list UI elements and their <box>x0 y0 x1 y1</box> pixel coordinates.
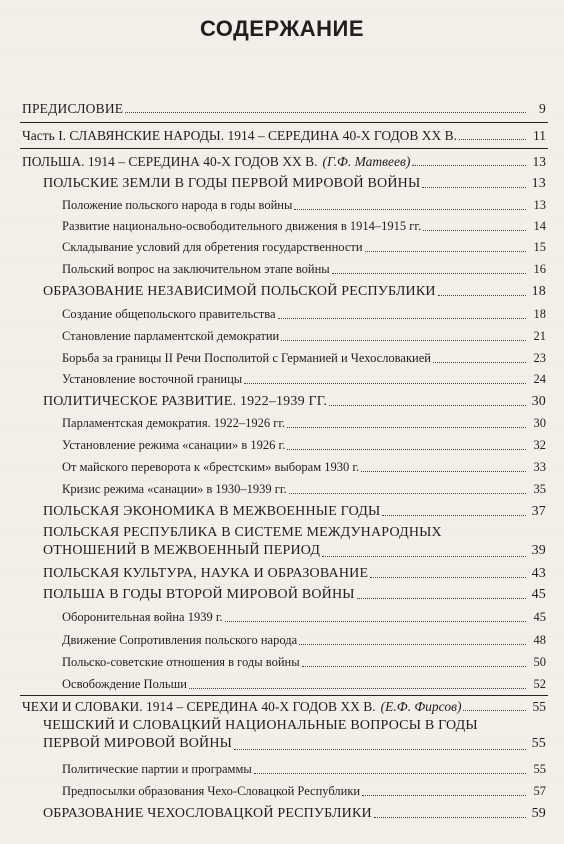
toc-entry-text: ПОЛЬСКАЯ ЭКОНОМИКА В МЕЖВОЕННЫЕ ГОДЫ <box>43 504 381 519</box>
toc-entry-text: ПОЛЬША В ГОДЫ ВТОРОЙ МИРОВОЙ ВОЙНЫ <box>43 587 355 602</box>
toc-entry-subsection[interactable] <box>62 198 546 213</box>
toc-page-number: 55 <box>532 699 546 714</box>
toc-page-number: 24 <box>533 372 546 386</box>
toc-page-number: 48 <box>533 633 546 647</box>
toc-entry-subsection[interactable] <box>62 372 546 387</box>
toc-entry-text: ПОЛЬСКАЯ КУЛЬТУРА, НАУКА И ОБРАЗОВАНИЕ <box>43 566 369 581</box>
toc-entry-chapter[interactable] <box>22 154 546 169</box>
leader-dots <box>225 621 526 622</box>
page-title: СОДЕРЖАНИЕ <box>199 16 365 41</box>
toc-page-number: 33 <box>533 460 546 474</box>
toc-entry-text: Польский вопрос на заключительном этапе войны <box>62 262 330 276</box>
toc-entry-subsection[interactable] <box>62 416 546 431</box>
toc-entry-text: Положение польского народа в годы войны <box>62 198 293 212</box>
toc-entry-text: Польско-советские отношения в годы войны <box>62 655 300 669</box>
leader-dots <box>433 362 526 363</box>
toc-page-number: 30 <box>533 416 546 430</box>
toc-entry-text: Установление режима «санации» в 1926 г. <box>62 438 286 452</box>
leader-dots <box>329 405 526 406</box>
toc-entry-text: ПОЛЬСКИЕ ЗЕМЛИ В ГОДЫ ПЕРВОЙ МИРОВОЙ ВОЙНЫ <box>43 176 421 191</box>
leader-dots <box>412 165 526 166</box>
toc-entry-subsection[interactable] <box>62 460 546 475</box>
toc-entry-text: Борьба за границы II Речи Посполитой с Германией и Чехословакией <box>62 351 431 365</box>
toc-entry-text: Движение Сопротивления польского народа <box>62 633 298 647</box>
toc-entry-section[interactable] <box>43 524 546 560</box>
leader-dots <box>422 187 526 188</box>
toc-entry-text-line1: ПОЛЬСКАЯ РЕСПУБЛИКА В СИСТЕМЕ МЕЖДУНАРОДНЫХ <box>43 525 442 540</box>
toc-entry-subsection[interactable] <box>62 240 546 255</box>
toc-page-number: 21 <box>533 329 546 343</box>
toc-page-number: 32 <box>533 438 546 452</box>
divider <box>20 148 548 149</box>
toc-entry-section[interactable] <box>43 176 546 191</box>
leader-dots <box>365 251 526 252</box>
toc-page-number: 35 <box>533 482 546 496</box>
toc-page-number: 50 <box>533 655 546 669</box>
toc-entry-author: (Е.Ф. Фирсов) <box>380 699 462 714</box>
leader-dots <box>463 710 526 711</box>
divider <box>20 695 548 696</box>
toc-page-number: 15 <box>533 240 546 254</box>
leader-dots <box>254 773 526 774</box>
toc-page-number: 13 <box>531 176 546 191</box>
leader-dots <box>281 340 526 341</box>
toc-page-number: 11 <box>533 128 546 143</box>
toc-entry-text: Предпосылки образования Чехо-Словацкой Республики <box>62 784 361 798</box>
toc-entry-text: Освобождение Польши <box>62 677 187 691</box>
toc-entry-text: ОБРАЗОВАНИЕ ЧЕХОСЛОВАЦКОЙ РЕСПУБЛИКИ <box>43 806 372 821</box>
toc-entry-text: Кризис режима «санации» в 1930–1939 гг. <box>62 482 287 496</box>
toc-entry-text: Становление парламентской демократии <box>62 329 280 343</box>
toc-page-number: 18 <box>533 307 546 321</box>
toc-entry-text: ОБРАЗОВАНИЕ НЕЗАВИСИМОЙ ПОЛЬСКОЙ РЕСПУБЛИКИ <box>43 284 436 299</box>
toc-entry-subsection[interactable] <box>62 677 546 692</box>
toc-entry-text: Развитие национально-освободительного движения в 1914–1915 гг. <box>62 219 422 233</box>
toc-page-number: 13 <box>532 154 546 169</box>
toc-entry-text: Складывание условий для обретения государственности <box>62 240 363 254</box>
toc-entry-subsection[interactable] <box>62 482 546 497</box>
toc-page-number: 14 <box>533 219 546 233</box>
leader-dots <box>370 577 526 578</box>
toc-entry-text: От майского переворота к «брестским» выборам 1930 г. <box>62 460 360 474</box>
toc-entry-chapter[interactable] <box>22 699 546 714</box>
leader-dots <box>459 139 526 140</box>
leader-dots <box>322 556 526 557</box>
toc-page-number: 52 <box>533 677 546 691</box>
toc-entry-section[interactable] <box>43 717 546 753</box>
toc-entry-text: ПОЛЬША. 1914 – СЕРЕДИНА 40-Х ГОДОВ XX В. <box>22 154 318 169</box>
toc-entry-text: Оборонительная война 1939 г. <box>62 610 223 624</box>
toc-page-number: 45 <box>531 587 546 602</box>
toc-entry-section[interactable] <box>43 284 546 299</box>
toc-entry-text: ПОЛИТИЧЕСКОЕ РАЗВИТИЕ. 1922–1939 ГГ. <box>43 394 328 409</box>
toc-entry-part[interactable] <box>22 128 546 143</box>
toc-page-number: 30 <box>531 394 546 409</box>
toc-entry-subsection[interactable] <box>62 351 546 366</box>
leader-dots <box>361 471 526 472</box>
toc-entry-section[interactable] <box>43 394 546 409</box>
divider <box>20 122 548 123</box>
toc-page-number: 45 <box>533 610 546 624</box>
toc-page-number: 9 <box>539 101 546 116</box>
toc-entry-text: Создание общепольского правительства <box>62 307 276 321</box>
toc-entry-section[interactable] <box>43 566 546 581</box>
toc-entry-subsection[interactable] <box>62 633 546 648</box>
toc-entry-subsection[interactable] <box>62 219 546 234</box>
toc-page-number: 37 <box>531 504 546 519</box>
leader-dots <box>278 318 526 319</box>
toc-entry-subsection[interactable] <box>62 762 546 777</box>
leader-dots <box>374 817 526 818</box>
toc-page-number: 43 <box>531 566 546 581</box>
leader-dots <box>438 295 526 296</box>
toc-entry-author: (Г.Ф. Матвеев) <box>322 154 411 169</box>
toc-entry-subsection[interactable] <box>62 438 546 453</box>
leader-dots <box>287 449 526 450</box>
toc-page-number: 39 <box>531 543 546 558</box>
leader-dots <box>423 230 526 231</box>
toc-entry-text: ПРЕДИСЛОВИЕ <box>22 101 124 116</box>
toc-entry-text: Установление восточной границы <box>62 372 243 386</box>
toc-page-number: 23 <box>533 351 546 365</box>
leader-dots <box>234 749 526 750</box>
leader-dots <box>357 598 526 599</box>
toc-entry-section[interactable] <box>43 504 546 519</box>
toc-page-number: 55 <box>531 736 546 751</box>
leader-dots <box>289 493 526 494</box>
toc-entry-text: Часть I. СЛАВЯНСКИЕ НАРОДЫ. 1914 – СЕРЕДИНА 40-Х ГОДОВ XX В. <box>22 128 458 143</box>
toc-page-number: 16 <box>533 262 546 276</box>
toc-page-number: 59 <box>531 806 546 821</box>
leader-dots <box>332 273 526 274</box>
toc-entry-text: Политические партии и программы <box>62 762 252 776</box>
toc-page-number: 13 <box>533 198 546 212</box>
toc-entry-subsection[interactable] <box>62 262 546 277</box>
leader-dots <box>382 515 526 516</box>
toc-entry-subsection[interactable] <box>62 610 546 625</box>
toc-page-number: 55 <box>533 762 546 776</box>
toc-page-number: 18 <box>531 284 546 299</box>
toc-entry-subsection[interactable] <box>62 655 546 670</box>
toc-entry-subsection[interactable] <box>62 307 546 322</box>
toc-entry-section[interactable] <box>43 806 546 821</box>
leader-dots <box>294 209 526 210</box>
toc-entry-text-line1: ЧЕШСКИЙ И СЛОВАЦКИЙ НАЦИОНАЛЬНЫЕ ВОПРОСЫ В ГОДЫ <box>43 718 478 733</box>
toc-entry-subsection[interactable] <box>62 784 546 799</box>
leader-dots <box>244 383 526 384</box>
toc-entry-section[interactable] <box>43 587 546 602</box>
toc-entry-text: Парламентская демократия. 1922–1926 гг. <box>62 416 286 430</box>
toc-entry-text-line2: ПЕРВОЙ МИРОВОЙ ВОЙНЫ <box>43 736 233 751</box>
leader-dots <box>125 112 526 113</box>
leader-dots <box>189 688 526 689</box>
leader-dots <box>287 427 526 428</box>
toc-entry-text: ЧЕХИ И СЛОВАКИ. 1914 – СЕРЕДИНА 40-Х ГОДОВ XX В. <box>22 699 376 714</box>
leader-dots <box>302 666 526 667</box>
leader-dots <box>362 795 526 796</box>
toc-entry-subsection[interactable] <box>62 329 546 344</box>
leader-dots <box>299 644 526 645</box>
toc-entry-text-line2: ОТНОШЕНИЙ В МЕЖВОЕННЫЙ ПЕРИОД <box>43 543 321 558</box>
toc-entry-preface[interactable] <box>22 101 546 116</box>
toc-page-number: 57 <box>533 784 546 798</box>
